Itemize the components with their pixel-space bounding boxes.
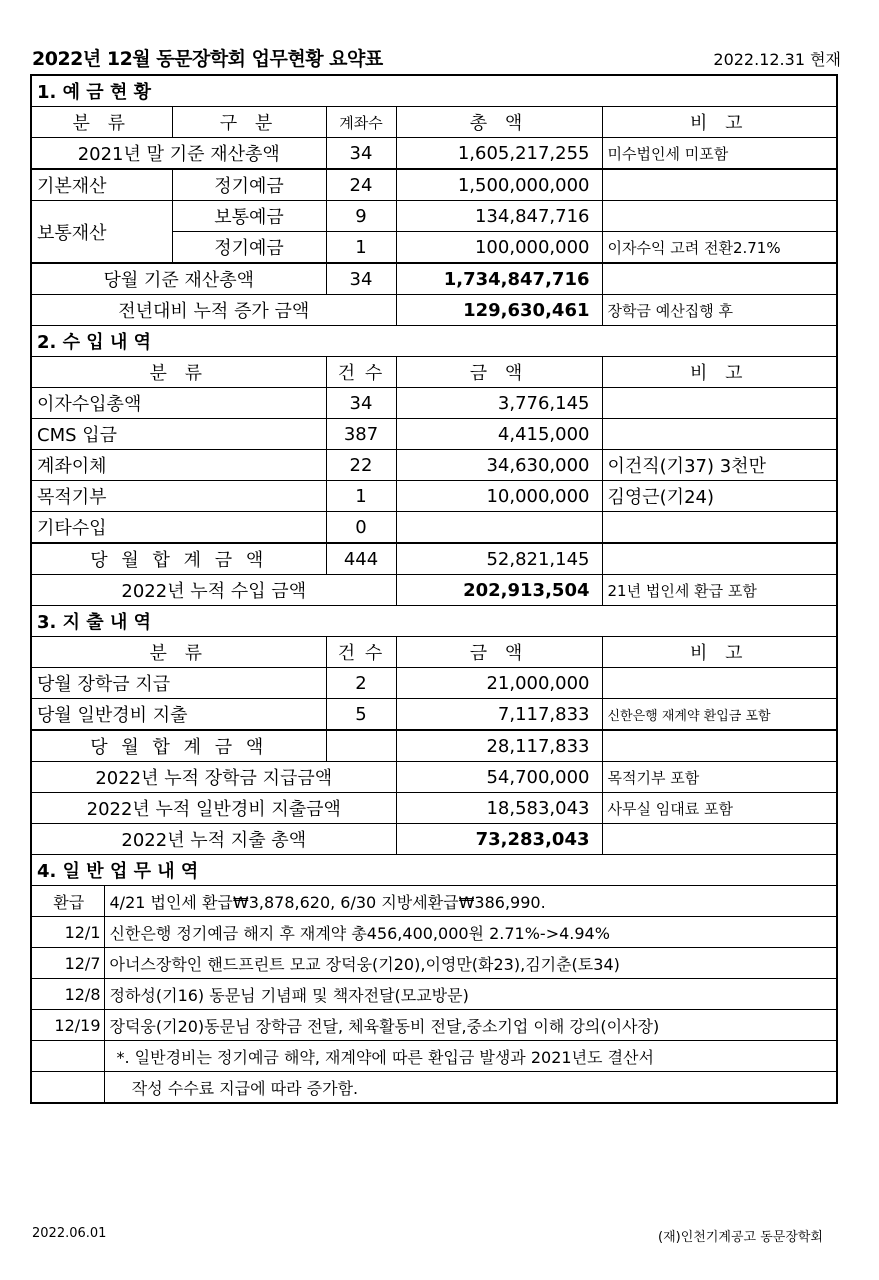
income-row-count: 1 <box>326 481 396 512</box>
normal2-note: 이자수익 고려 전환2.71% <box>602 232 836 264</box>
income-row-label: 계좌이체 <box>32 450 326 481</box>
section-3-heading: 3. 지 출 내 역 <box>32 606 836 637</box>
as-of-date: 2022.12.31 현재 <box>713 50 841 69</box>
general-cum-note: 사무실 임대료 포함 <box>602 793 836 824</box>
base-note <box>602 169 836 201</box>
month-total-amount: 1,734,847,716 <box>396 263 602 295</box>
col-amount: 금 액 <box>396 357 602 388</box>
log-date <box>32 1072 104 1103</box>
base-type: 정기예금 <box>172 169 326 201</box>
income-cum-amount: 202,913,504 <box>396 575 602 606</box>
work-log-table <box>32 855 836 1102</box>
prev-total-amount: 1,605,217,255 <box>396 138 602 170</box>
income-row-note <box>602 419 836 450</box>
expense-row-count: 5 <box>326 699 396 731</box>
log-date: 12/8 <box>32 979 104 1010</box>
expense-row-note: 신한은행 재계약 환입금 포함 <box>602 699 836 731</box>
scholarship-cum-note: 목적기부 포함 <box>602 762 836 793</box>
general-cum-label: 2022년 누적 일반경비 지출금액 <box>32 793 396 824</box>
col-count: 건 수 <box>326 357 396 388</box>
expense-total-note <box>602 824 836 855</box>
log-text: *. 일반경비는 정기예금 해약, 재계약에 따른 환입금 발생과 2021년도 결산서 <box>104 1041 836 1072</box>
expense-total-label: 2022년 누적 지출 총액 <box>32 824 396 855</box>
normal2-count: 1 <box>326 232 396 264</box>
normal2-amount: 100,000,000 <box>396 232 602 264</box>
month-total-label: 당월 기준 재산총액 <box>32 263 326 295</box>
expense-row-count: 2 <box>326 668 396 699</box>
normal2-type: 정기예금 <box>172 232 326 264</box>
deposit-table <box>32 76 836 326</box>
expense-row-amount: 21,000,000 <box>396 668 602 699</box>
col-category: 분 류 <box>32 637 326 668</box>
general-cum-amount: 18,583,043 <box>396 793 602 824</box>
footer-date: 2022.06.01 <box>32 1226 107 1241</box>
summary-sheet <box>30 74 838 1104</box>
yoy-amount: 129,630,461 <box>396 295 602 326</box>
income-row-amount: 10,000,000 <box>396 481 602 512</box>
income-row-amount <box>396 512 602 544</box>
expense-month-label: 당 월 합 계 금 액 <box>32 730 326 762</box>
prev-total-count: 34 <box>326 138 396 170</box>
expense-row-note <box>602 668 836 699</box>
expense-row-label: 당월 일반경비 지출 <box>32 699 326 731</box>
income-row-count: 22 <box>326 450 396 481</box>
expense-row-amount: 7,117,833 <box>396 699 602 731</box>
income-cum-label: 2022년 누적 수입 금액 <box>32 575 396 606</box>
month-total-count: 34 <box>326 263 396 295</box>
prev-total-label: 2021년 말 기준 재산총액 <box>32 138 326 170</box>
col-total: 총 액 <box>396 107 602 138</box>
section-1-heading: 1. 예 금 현 황 <box>32 76 836 107</box>
base-category: 기본재산 <box>32 169 172 201</box>
log-text: 작성 수수료 지급에 따라 증가함. <box>104 1072 836 1103</box>
page-title: 2022년 12월 동문장학회 업무현황 요약표 <box>32 48 383 70</box>
log-text: 아너스장학인 핸드프린트 모교 장덕웅(기20),이영만(화23),김기춘(토34) <box>104 948 836 979</box>
income-row-label: CMS 입금 <box>32 419 326 450</box>
income-row-count: 34 <box>326 388 396 419</box>
income-row-note <box>602 388 836 419</box>
income-row-note: 이건직(기37) 3천만 <box>602 450 836 481</box>
log-date <box>32 1041 104 1072</box>
col-count: 건 수 <box>326 637 396 668</box>
scholarship-cum-label: 2022년 누적 장학금 지급금액 <box>32 762 396 793</box>
income-month-note <box>602 543 836 575</box>
income-row-label: 목적기부 <box>32 481 326 512</box>
income-month-amount: 52,821,145 <box>396 543 602 575</box>
normal-category: 보통재산 <box>32 201 172 264</box>
income-row-label: 이자수입총액 <box>32 388 326 419</box>
income-cum-note: 21년 법인세 환급 포함 <box>602 575 836 606</box>
yoy-label: 전년대비 누적 증가 금액 <box>32 295 396 326</box>
normal1-count: 9 <box>326 201 396 232</box>
normal1-note <box>602 201 836 232</box>
log-date: 12/1 <box>32 917 104 948</box>
income-table <box>32 326 836 606</box>
income-month-count: 444 <box>326 543 396 575</box>
col-category: 분 류 <box>32 107 172 138</box>
expense-month-amount: 28,117,833 <box>396 730 602 762</box>
income-row-label: 기타수입 <box>32 512 326 544</box>
income-row-amount: 4,415,000 <box>396 419 602 450</box>
col-amount: 금 액 <box>396 637 602 668</box>
log-text: 4/21 법인세 환급₩3,878,620, 6/30 지방세환급₩386,990. <box>104 886 836 917</box>
base-count: 24 <box>326 169 396 201</box>
normal1-type: 보통예금 <box>172 201 326 232</box>
income-row-amount: 34,630,000 <box>396 450 602 481</box>
section-4-heading: 4. 일 반 업 무 내 역 <box>32 855 836 886</box>
col-note: 비 고 <box>602 637 836 668</box>
col-category: 분 류 <box>32 357 326 388</box>
expense-month-count <box>326 730 396 762</box>
income-row-note: 김영근(기24) <box>602 481 836 512</box>
col-note: 비 고 <box>602 107 836 138</box>
log-text: 정하성(기16) 동문님 기념패 및 책자전달(모교방문) <box>104 979 836 1010</box>
footer-org: (재)인천기계공고 동문장학회 <box>658 1230 823 1245</box>
col-type: 구 분 <box>172 107 326 138</box>
income-row-note <box>602 512 836 544</box>
yoy-note: 장학금 예산집행 후 <box>602 295 836 326</box>
income-row-count: 0 <box>326 512 396 544</box>
col-note: 비 고 <box>602 357 836 388</box>
section-2-heading: 2. 수 입 내 역 <box>32 326 836 357</box>
income-row-amount: 3,776,145 <box>396 388 602 419</box>
expense-table <box>32 606 836 855</box>
prev-total-note: 미수법인세 미포함 <box>602 138 836 170</box>
base-amount: 1,500,000,000 <box>396 169 602 201</box>
log-text: 신한은행 정기예금 해지 후 재계약 총456,400,000원 2.71%->4.94% <box>104 917 836 948</box>
log-date: 12/19 <box>32 1010 104 1041</box>
log-date: 12/7 <box>32 948 104 979</box>
expense-row-label: 당월 장학금 지급 <box>32 668 326 699</box>
expense-total-amount: 73,283,043 <box>396 824 602 855</box>
expense-month-note <box>602 730 836 762</box>
log-text: 장덕웅(기20)동문님 장학금 전달, 체육활동비 전달,중소기업 이해 강의(이사장) <box>104 1010 836 1041</box>
income-month-label: 당 월 합 계 금 액 <box>32 543 326 575</box>
income-row-count: 387 <box>326 419 396 450</box>
normal1-amount: 134,847,716 <box>396 201 602 232</box>
month-total-note <box>602 263 836 295</box>
scholarship-cum-amount: 54,700,000 <box>396 762 602 793</box>
log-date: 환급 <box>32 886 104 917</box>
col-accounts: 계좌수 <box>326 107 396 138</box>
